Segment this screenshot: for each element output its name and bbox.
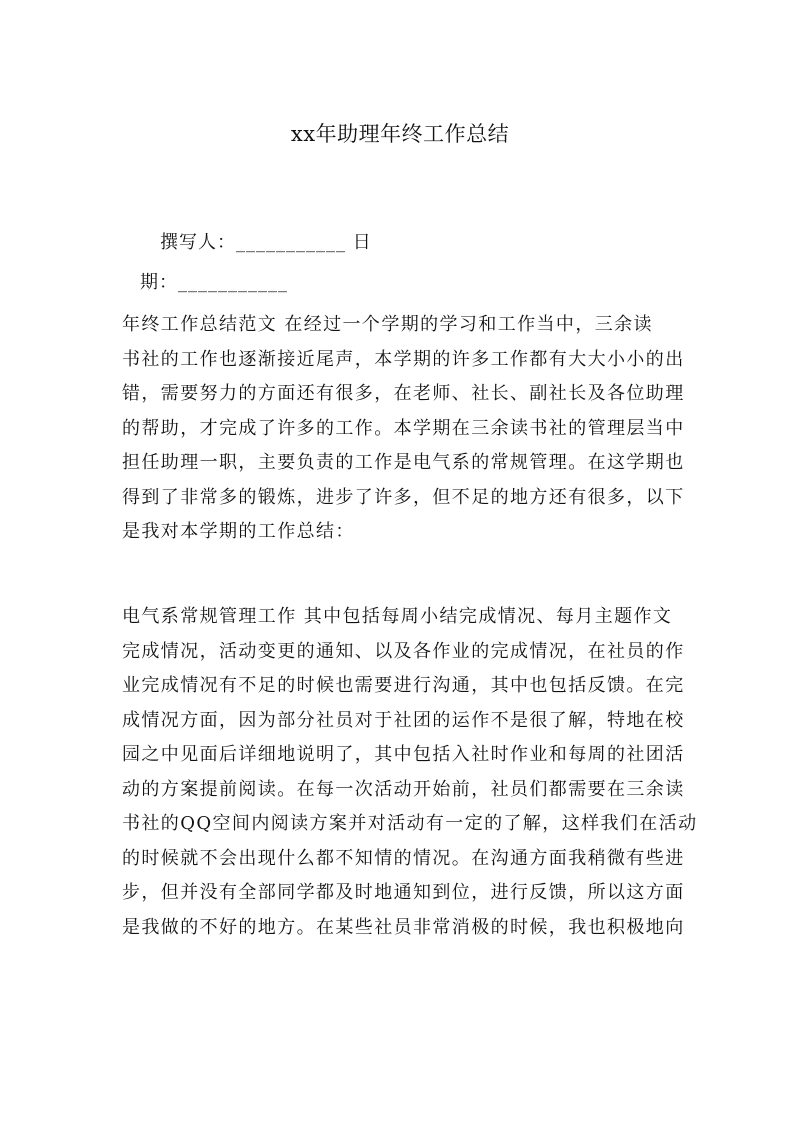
- paragraph-line: 动的方案提前阅读。在每一次活动开始前，社员们都需要在三余读: [122, 778, 685, 800]
- paragraph-line: 是我对本学期的工作总结：: [122, 521, 355, 542]
- paragraph-line: 错，需要努力的方面还有很多，在老师、社长、副社长及各位助理: [122, 383, 685, 404]
- paragraph-line: 书社的工作也逐渐接近尾声，本学期的许多工作都有大大小小的出: [122, 348, 685, 370]
- author-line: 撰写人：___________ 日: [160, 232, 372, 253]
- paragraph-line: 电气系常规管理工作 其中包括每周小结完成情况、每月主题作文: [122, 606, 673, 627]
- paragraph-line: 年终工作总结范文 在经过一个学期的学习和工作当中，三余读: [122, 314, 653, 335]
- paragraph-line: 成情况方面，因为部分社员对于社团的运作不是很了解，特地在校: [122, 709, 685, 731]
- paragraph-line: 的时候就不会出现什么都不知情的情况。在沟通方面我稍微有些进: [122, 847, 685, 869]
- date-line: 期：___________: [140, 272, 288, 293]
- paragraph-line: 的帮助，才完成了许多的工作。本学期在三余读书社的管理层当中: [122, 417, 685, 439]
- paragraph-line: 步，但并没有全部同学都及时地通知到位，进行反馈，所以这方面: [122, 882, 685, 903]
- paragraph-line: 完成情况，活动变更的通知、以及各作业的完成情况，在社员的作: [122, 640, 685, 662]
- paragraph-line: 园之中见面后详细地说明了，其中包括入社时作业和每周的社团活: [122, 744, 685, 765]
- paragraph-line: 业完成情况有不足的时候也需要进行沟通，其中也包括反馈。在完: [122, 675, 685, 696]
- paragraph-line: 得到了非常多的锻炼，进步了许多，但不足的地方还有很多，以下: [122, 486, 685, 508]
- paragraph-1: [122, 308, 685, 550]
- paragraph-line: 书社的QQ空间内阅读方案并对活动有一定的了解，这样我们在活动: [122, 813, 698, 834]
- paragraph-2: [122, 600, 698, 945]
- paragraph-line: 是我做的不好的地方。在某些社员非常消极的时候，我也积极地向: [122, 916, 685, 938]
- document-title: xx年助理年终工作总结: [290, 122, 510, 146]
- paragraph-line: 担任助理一职，主要负责的工作是电气系的常规管理。在这学期也: [122, 452, 685, 473]
